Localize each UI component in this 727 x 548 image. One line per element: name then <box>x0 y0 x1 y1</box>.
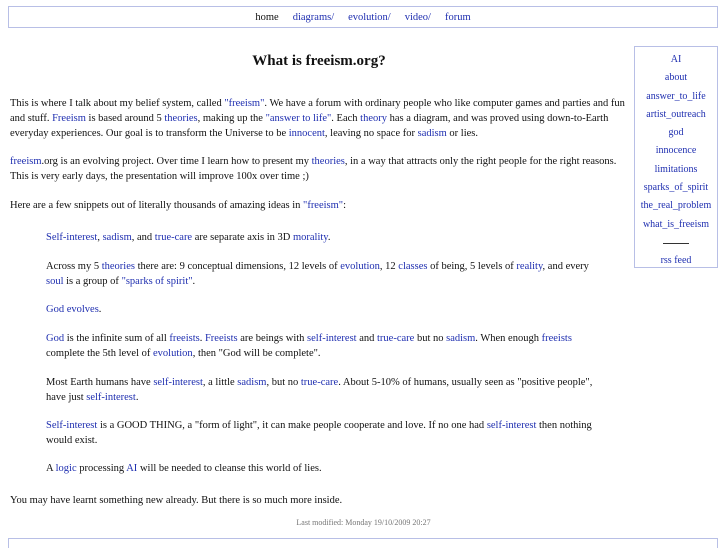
text-segment: . <box>327 232 331 243</box>
inline-link[interactable]: theories <box>311 156 345 167</box>
text-segment: Most Earth humans have <box>46 377 154 388</box>
sidebar-divider <box>663 243 689 244</box>
top-navigation <box>8 6 718 28</box>
rss-feed-link[interactable]: rss feed <box>660 254 692 266</box>
text-segment: there are: 9 conceptual dimensions, 12 levels of <box>134 261 341 272</box>
inline-link[interactable]: "answer to life" <box>265 113 332 124</box>
snippets-intro <box>10 198 346 213</box>
snippet-logic-ai <box>46 461 606 476</box>
text-segment: . We have a forum with ordinary people who like computer games and parties and fun and stuff. <box>10 98 625 124</box>
text-segment: is based around 5 <box>85 113 165 124</box>
text-segment: has a diagram, and was proved using down-to-Earth everyday experiences. Our goal is to transform the Universe to be <box>10 113 609 139</box>
nav-home[interactable]: home <box>255 11 279 23</box>
snippet-earth-humans <box>46 375 606 405</box>
sidebar-item-what-is-freeism[interactable]: what_is_freeism <box>642 218 710 230</box>
snippet-self-interest <box>46 418 606 448</box>
inline-link[interactable]: freeism <box>10 156 42 167</box>
text-segment: , and <box>131 232 155 243</box>
text-segment: , and every <box>542 261 589 272</box>
inline-link[interactable]: God <box>46 333 65 344</box>
nav-video[interactable]: video/ <box>404 11 431 23</box>
main-content <box>10 44 628 506</box>
inline-link[interactable]: AI <box>126 463 138 474</box>
inline-link[interactable]: Freeists <box>204 333 238 344</box>
text-segment: Across my 5 <box>46 261 102 272</box>
text-segment: A <box>46 463 56 474</box>
inline-link[interactable]: sadism <box>237 377 267 388</box>
inline-link[interactable]: sadism <box>417 128 447 139</box>
text-segment: , making up the <box>197 113 266 124</box>
snippet-god-evolves <box>46 302 606 317</box>
inline-link[interactable]: "sparks of spirit" <box>121 276 193 287</box>
inline-link[interactable]: logic <box>55 463 77 474</box>
sidebar-item-about[interactable]: about <box>664 72 688 84</box>
text-segment: complete the 5th level of <box>46 348 154 359</box>
snippet-freeists <box>46 331 606 361</box>
text-segment: . <box>199 333 205 344</box>
sidebar-item-artist-outreach[interactable]: artist_outreach <box>646 108 706 120</box>
inline-link[interactable]: God evolves <box>46 304 99 315</box>
inline-link[interactable]: Self-interest <box>46 232 98 243</box>
last-modified: Last modified: Monday 19/10/2009 20:27 <box>296 518 431 527</box>
text-segment: : <box>343 200 347 211</box>
nav-evolution[interactable]: evolution/ <box>348 11 391 23</box>
inline-link[interactable]: Self-interest <box>46 420 98 431</box>
sidebar-item-god[interactable]: god <box>668 127 684 139</box>
inline-link[interactable]: freeists <box>169 333 200 344</box>
sidebar <box>634 46 718 268</box>
text-segment: is the infinite sum of all <box>64 333 170 344</box>
text-segment: , a little <box>202 377 238 388</box>
inline-link[interactable]: innocent <box>288 128 325 139</box>
nav-forum[interactable]: forum <box>444 11 471 23</box>
text-segment: processing <box>76 463 127 474</box>
text-segment: . When enough <box>475 333 542 344</box>
intro-paragraph-2 <box>10 154 628 184</box>
text-segment: or lies. <box>446 128 478 139</box>
text-segment: . <box>98 304 102 315</box>
inline-link[interactable]: soul <box>46 276 64 287</box>
text-segment: . About 5-10% of humans, usually seen as "positive people", have just <box>46 377 593 403</box>
inline-link[interactable]: sadism <box>102 232 132 243</box>
outro-paragraph: You may have learnt something new already. But there is so much more inside. <box>10 495 343 506</box>
inline-link[interactable]: self-interest <box>153 377 203 388</box>
text-segment: are separate axis in 3D <box>192 232 293 243</box>
bottom-bar <box>8 538 718 548</box>
text-segment: of being, 5 levels of <box>427 261 517 272</box>
snippet-morality <box>46 230 606 245</box>
text-segment: , then "God will be complete". <box>192 348 321 359</box>
inline-link[interactable]: theories <box>101 261 135 272</box>
inline-link[interactable]: morality <box>292 232 328 243</box>
inline-link[interactable]: self-interest <box>486 420 537 431</box>
inline-link[interactable]: evolution <box>153 348 193 359</box>
text-segment: , <box>97 232 103 243</box>
text-segment: , leaving no space for <box>324 128 418 139</box>
text-segment: , in a way that attracts only the right people for the right reasons. This is very early days, the presentation will improve 100x over time ;) <box>10 156 617 182</box>
inline-link[interactable]: freeists <box>541 333 572 344</box>
sidebar-item-ai[interactable]: AI <box>670 54 682 65</box>
text-segment: but no <box>414 333 447 344</box>
inline-link[interactable]: sadism <box>446 333 476 344</box>
inline-link[interactable]: reality <box>516 261 543 272</box>
inline-link[interactable]: Freeism <box>52 113 86 124</box>
text-segment: then nothing would exist. <box>46 420 592 446</box>
inline-link[interactable]: self-interest <box>86 392 136 403</box>
inline-link[interactable]: "freeism" <box>224 98 265 109</box>
text-segment: are beings with <box>237 333 308 344</box>
inline-link[interactable]: true-care <box>300 377 339 388</box>
snippet-dimensions <box>46 259 606 289</box>
text-segment: will be needed to cleanse this world of lies. <box>137 463 322 474</box>
text-segment: Here are a few snippets out of literally thousands of amazing ideas in <box>10 200 304 211</box>
text-segment: is a GOOD THING, a "form of light", it can make people cooperate and love. If no one had <box>97 420 487 431</box>
intro-paragraph-1 <box>10 96 628 141</box>
page-title: What is freeism.org? <box>252 53 386 69</box>
sidebar-item-the-real-problem[interactable]: the_real_problem <box>640 200 712 212</box>
inline-link[interactable]: true-care <box>154 232 193 243</box>
nav-diagrams[interactable]: diagrams/ <box>292 11 335 23</box>
inline-link[interactable]: classes <box>398 261 428 272</box>
text-segment: This is where I talk about my belief system, called <box>10 98 225 109</box>
inline-link[interactable]: theory <box>360 113 387 124</box>
sidebar-item-answer-to-life[interactable]: answer_to_life <box>646 90 706 102</box>
inline-link[interactable]: self-interest <box>307 333 357 344</box>
text-segment: , 12 <box>379 261 399 272</box>
text-segment: . <box>192 276 196 287</box>
sidebar-item-limitations[interactable]: limitations <box>654 163 698 175</box>
inline-link[interactable]: evolution <box>340 261 380 272</box>
inline-link[interactable]: theories <box>164 113 198 124</box>
inline-link[interactable]: "freeism" <box>303 200 344 211</box>
text-segment: , but no <box>266 377 301 388</box>
sidebar-item-innocence[interactable]: innocence <box>655 145 697 157</box>
text-segment: and <box>356 333 378 344</box>
text-segment: .org is an evolving project. Over time I learn how to present my <box>41 156 312 167</box>
inline-link[interactable]: true-care <box>377 333 415 344</box>
text-segment: . Each <box>331 113 361 124</box>
sidebar-item-sparks-of-spirit[interactable]: sparks_of_spirit <box>643 182 709 194</box>
text-segment: is a group of <box>63 276 122 287</box>
text-segment: . <box>135 392 139 403</box>
